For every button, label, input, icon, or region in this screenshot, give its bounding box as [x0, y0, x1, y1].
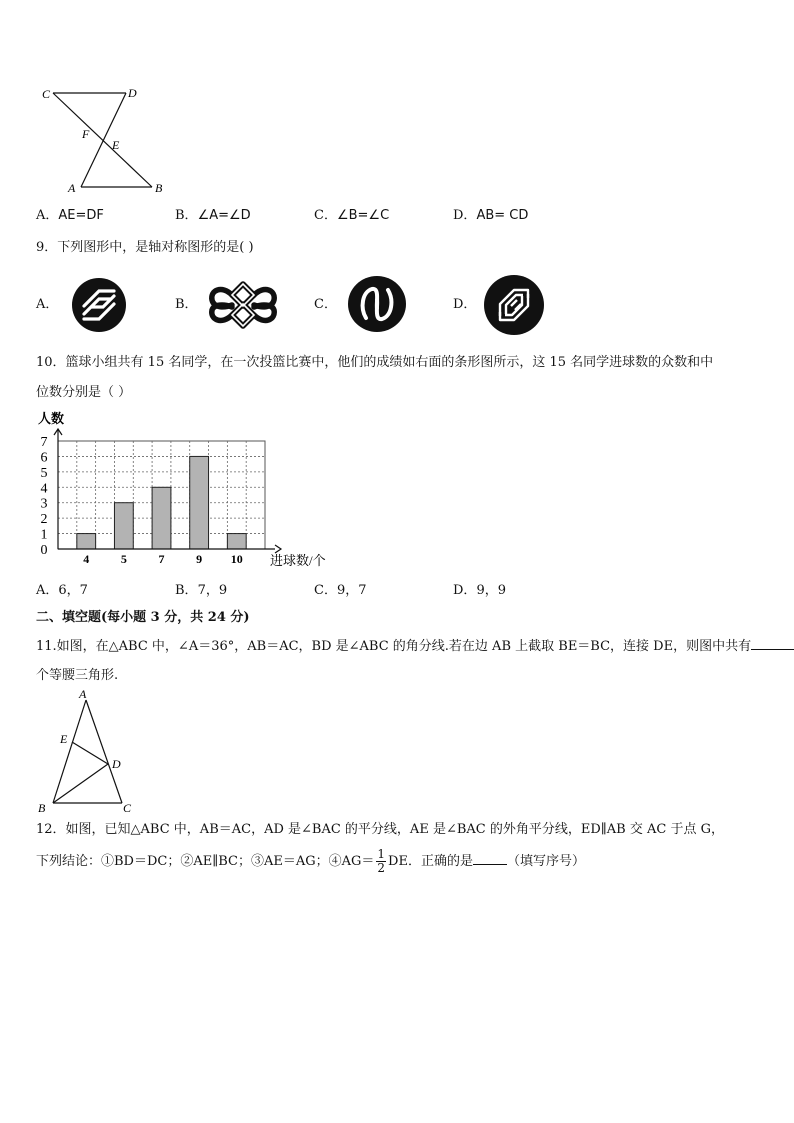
- chart-y-axis-label: 人数: [38, 411, 65, 426]
- q8-option-b[interactable]: [175, 207, 251, 225]
- chart-bar-9: [190, 456, 209, 549]
- option-text: 6，7: [58, 583, 88, 598]
- bar-chart: [28, 405, 348, 577]
- chart-y-tick-labels: [41, 435, 48, 558]
- label-c: C: [123, 801, 132, 815]
- label-d: D: [128, 86, 137, 100]
- q11-stem-text: 11.如图，在△ABC 中，∠A＝36°，AB＝AC，BD 是∠ABC 的角分线.若在边 AB 上截取 BE＝BC，连接 DE，则图中共有: [36, 639, 752, 654]
- label-e: E: [60, 732, 68, 746]
- q10-option-c[interactable]: [314, 582, 367, 600]
- option-letter: C．: [314, 583, 337, 598]
- segment-de: [72, 742, 108, 764]
- chart-bar-10: [227, 534, 246, 549]
- chart-x-axis-arrow: [275, 545, 281, 553]
- label-b: B: [38, 801, 46, 815]
- option-letter: A．: [36, 583, 59, 598]
- chart-y-tick-label: 1: [40, 527, 48, 543]
- fraction-denominator: 2: [377, 861, 386, 875]
- fraction-one-half: [376, 848, 386, 875]
- segment-ab: [53, 700, 86, 803]
- option-letter: C．: [314, 208, 337, 223]
- q8-option-d[interactable]: [453, 207, 528, 225]
- q12-stem-text-a: 下列结论：①BD＝DC；②AE∥BC；③AE＝AG；④AG＝: [36, 854, 375, 869]
- label-a: A: [79, 688, 87, 701]
- option-letter: C．: [314, 297, 337, 312]
- option-text: ∠A=∠D: [197, 208, 251, 223]
- chart-y-tick-label: 5: [40, 465, 48, 481]
- chart-y-tick-label: 4: [40, 481, 48, 497]
- q9-option-b[interactable]: [175, 296, 198, 314]
- chart-bar-7: [152, 487, 171, 549]
- china-unicom-knot-logo-icon: [204, 276, 282, 334]
- chart-bar-5: [114, 503, 133, 549]
- q9-option-d[interactable]: [453, 296, 476, 314]
- option-text: AE=DF: [58, 208, 104, 223]
- interlocked-n-logo-icon: [346, 274, 408, 334]
- chart-x-tick-label: 7: [158, 552, 165, 566]
- chart-x-tick-label: 9: [196, 552, 203, 566]
- label-e: E: [112, 138, 120, 152]
- fraction-numerator: 1: [377, 847, 386, 861]
- q10-option-a[interactable]: [36, 582, 88, 600]
- q11-stem-line2: 个等腰三角形.: [36, 668, 119, 683]
- q11-stem-line1: [36, 636, 794, 656]
- segment-cb: [53, 93, 152, 187]
- option-letter: B．: [175, 583, 198, 598]
- option-letter: D．: [453, 208, 477, 223]
- option-letter: B．: [175, 297, 198, 312]
- q10-stem-line2: 位数分别是（ ）: [36, 385, 132, 400]
- label-c: C: [42, 87, 51, 101]
- q8-figure: [36, 80, 176, 200]
- section-heading: 二、填空题(每小题 3 分，共 24 分): [36, 610, 250, 625]
- option-letter: A．: [36, 297, 59, 312]
- q12-stem-line2: [36, 848, 585, 875]
- option-text: ∠B=∠C: [336, 208, 390, 223]
- chart-y-tick-label: 2: [40, 512, 48, 528]
- q10-stem-line1: 10．篮球小组共有 15 名同学，在一次投篮比赛中，他们的成绩如右面的条形图所示，这 15 名同学进球数的众数和中: [36, 355, 714, 370]
- option-letter: B．: [175, 208, 198, 223]
- chart-x-tick-label: 5: [120, 552, 127, 566]
- option-letter: D．: [453, 297, 477, 312]
- label-d: D: [112, 757, 121, 771]
- china-mobile-logo-icon: [70, 276, 128, 334]
- chart-x-tick-label: 4: [83, 552, 90, 566]
- chart-bar-4: [77, 534, 96, 549]
- q8-option-a[interactable]: [36, 207, 104, 225]
- q12-stem-text-c: （填写序号）: [506, 854, 585, 869]
- label-a: A: [68, 181, 76, 195]
- q9-stem: 9．下列图形中，是轴对称图形的是( ): [36, 240, 254, 255]
- q9-option-c[interactable]: [314, 296, 337, 314]
- chart-x-tick-label: 10: [230, 552, 243, 566]
- segment-ac: [86, 700, 122, 803]
- chart-y-tick-label: 6: [40, 450, 48, 466]
- chart-y-tick-label: 7: [40, 435, 48, 450]
- option-letter: D．: [453, 583, 477, 598]
- q12-answer-blank[interactable]: [473, 851, 507, 865]
- q10-option-d[interactable]: [453, 582, 506, 600]
- q12-stem-text-b: DE．正确的是: [388, 854, 473, 869]
- segment-bd: [53, 764, 108, 803]
- option-text: 9，7: [336, 583, 367, 598]
- q8-option-c[interactable]: [314, 207, 389, 225]
- chart-x-tick-labels: [83, 552, 243, 566]
- chart-x-axis-label: 进球数/个: [270, 553, 326, 568]
- q11-answer-blank[interactable]: [751, 636, 794, 650]
- q12-stem-line1: 12．如图，已知△ABC 中，AB＝AC，AD 是∠BAC 的平分线，AE 是∠BAC 的外角平分线，ED∥AB 交 AC 于点 G，: [36, 822, 724, 837]
- q10-option-b[interactable]: [175, 582, 227, 600]
- chart-y-tick-label: 0: [40, 543, 48, 558]
- option-text: 7，9: [197, 583, 228, 598]
- option-text: 9，9: [476, 583, 506, 598]
- label-f: F: [82, 127, 90, 141]
- q9-option-a[interactable]: [36, 296, 58, 314]
- bank-logo-icon: [483, 274, 545, 336]
- option-letter: A．: [36, 208, 59, 223]
- label-b: B: [155, 181, 163, 195]
- option-text: AB= CD: [476, 208, 529, 223]
- q11-figure: [34, 688, 144, 816]
- chart-y-tick-label: 3: [40, 496, 48, 512]
